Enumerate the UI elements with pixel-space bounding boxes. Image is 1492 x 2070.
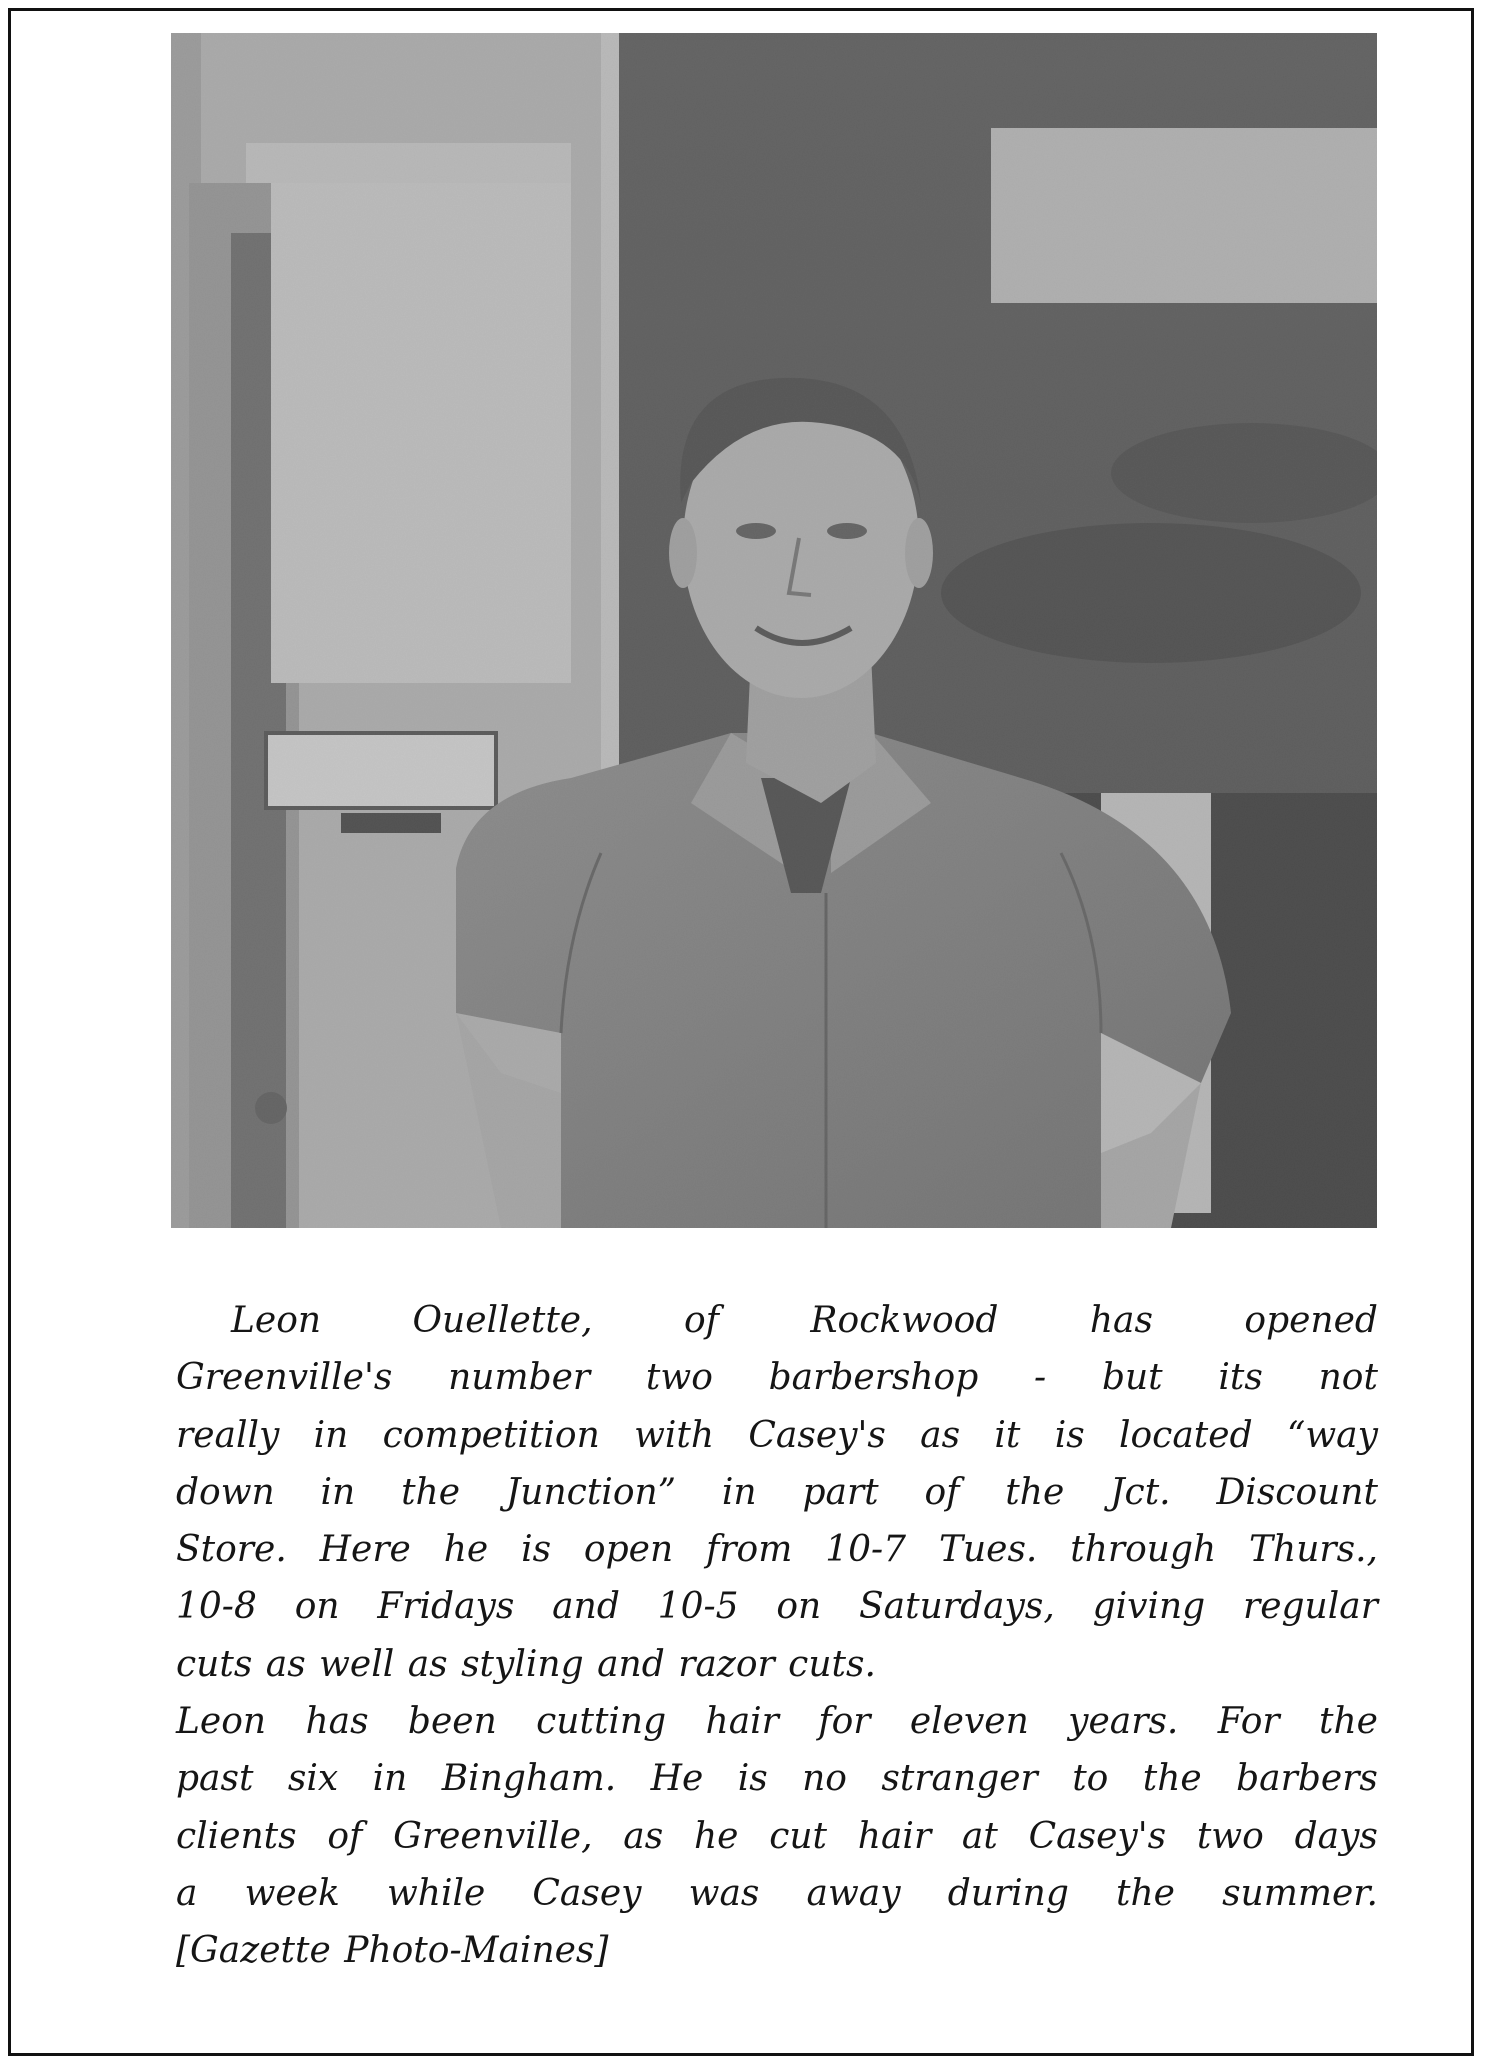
- caption-word: is: [521, 1529, 552, 1571]
- caption-word: to: [1072, 1758, 1109, 1800]
- caption-word: barbers: [1236, 1758, 1378, 1800]
- caption-line-words: [176, 1865, 1378, 1922]
- caption-word: cut: [769, 1815, 828, 1857]
- caption-line-words: [176, 1693, 1378, 1750]
- caption-word: away: [806, 1872, 901, 1914]
- caption-word: through: [1070, 1529, 1217, 1571]
- caption-line: [176, 1578, 1378, 1635]
- caption-word: of: [924, 1471, 960, 1513]
- caption-line: [176, 1521, 1378, 1578]
- caption-word: competition: [382, 1414, 600, 1456]
- caption-word: the: [1142, 1758, 1202, 1800]
- caption-word: really: [176, 1414, 280, 1456]
- caption-word: Greenville's: [176, 1357, 393, 1399]
- caption-line: [176, 1464, 1378, 1521]
- caption-word: regular: [1243, 1586, 1378, 1628]
- caption-word: 10-8: [176, 1586, 257, 1628]
- caption-line: [176, 1349, 1378, 1406]
- caption-word: from: [706, 1529, 793, 1571]
- caption-word: as: [623, 1815, 664, 1857]
- caption-word: part: [802, 1471, 879, 1513]
- caption-word: -: [1034, 1357, 1047, 1399]
- caption-word: Rockwood: [810, 1300, 999, 1341]
- caption-word: Greenville,: [393, 1815, 593, 1857]
- caption-word: He: [650, 1758, 704, 1800]
- caption-word: of: [327, 1815, 363, 1857]
- caption-word: eleven: [909, 1701, 1029, 1743]
- caption-word: week: [244, 1872, 340, 1914]
- caption-word: its: [1218, 1357, 1263, 1399]
- caption-word: For: [1217, 1701, 1280, 1743]
- caption-word: Jct.: [1110, 1471, 1171, 1513]
- caption-line-words: [176, 1349, 1378, 1406]
- caption-word: the: [401, 1471, 461, 1513]
- caption-line-words: [176, 1578, 1378, 1635]
- photo-credit: [Gazette Photo-Maines]: [176, 1930, 609, 1972]
- caption-line-words: [176, 1407, 1378, 1464]
- caption-word: 10-7: [825, 1529, 907, 1571]
- caption-word: Leon: [176, 1701, 267, 1743]
- caption-word: he: [693, 1815, 739, 1857]
- caption-word: Saturdays,: [859, 1586, 1055, 1628]
- caption-line-words: [176, 1521, 1378, 1578]
- caption-word: Here: [319, 1529, 411, 1571]
- caption-word: two: [1196, 1815, 1264, 1857]
- caption-word: number: [448, 1357, 591, 1399]
- caption-word: the: [1115, 1872, 1175, 1914]
- caption-word: has: [1089, 1300, 1153, 1341]
- caption-line-words: [176, 1808, 1378, 1865]
- caption-line: cuts as well as styling and razor cuts.: [176, 1643, 876, 1685]
- caption-word: past: [176, 1758, 254, 1800]
- caption-word: been: [407, 1701, 497, 1743]
- caption-line: [176, 1407, 1378, 1464]
- caption-word: 10-5: [657, 1586, 739, 1628]
- caption-word: stranger: [881, 1758, 1038, 1800]
- caption-line: [176, 1865, 1378, 1922]
- caption-word: barbershop: [768, 1357, 979, 1399]
- caption-word: it: [994, 1414, 1021, 1456]
- caption-line-words: [231, 1292, 1378, 1349]
- caption-word: Casey's: [1028, 1815, 1167, 1857]
- caption-word: six: [287, 1758, 339, 1800]
- caption-word: of: [683, 1300, 719, 1341]
- caption-line: [176, 1750, 1378, 1807]
- caption-word: Thurs.,: [1249, 1529, 1378, 1571]
- caption-word: is: [737, 1758, 768, 1800]
- caption-word: Junction”: [505, 1471, 677, 1513]
- caption-word: down: [176, 1471, 275, 1513]
- caption-word: Discount: [1216, 1471, 1378, 1513]
- caption-word: hair: [705, 1701, 779, 1743]
- caption-line: [176, 1808, 1378, 1865]
- caption-word: in: [372, 1758, 408, 1800]
- photo-caption: [176, 1292, 1378, 1980]
- caption-word: no: [802, 1758, 847, 1800]
- caption-word: and: [552, 1586, 620, 1628]
- caption-line: [176, 1693, 1378, 1750]
- caption-word: Bingham.: [441, 1758, 617, 1800]
- caption-word: during: [947, 1872, 1069, 1914]
- caption-word: clients: [176, 1815, 297, 1857]
- caption-word: with: [634, 1414, 715, 1456]
- caption-word: giving: [1092, 1586, 1206, 1628]
- caption-word: two: [645, 1357, 713, 1399]
- portrait-illustration: [171, 33, 1377, 1228]
- caption-word: the: [1319, 1701, 1378, 1743]
- caption-word: was: [688, 1872, 760, 1914]
- caption-word: is: [1054, 1414, 1085, 1456]
- caption-word: for: [818, 1701, 871, 1743]
- caption-word: he: [443, 1529, 489, 1571]
- caption-word: on: [776, 1586, 822, 1628]
- caption-word: a: [176, 1872, 198, 1914]
- caption-word: at: [961, 1815, 998, 1857]
- caption-line-words: [176, 1464, 1378, 1521]
- caption-word: in: [320, 1471, 356, 1513]
- caption-line-words: [176, 1750, 1378, 1807]
- caption-word: Casey: [532, 1872, 642, 1914]
- caption-word: Tues.: [938, 1529, 1038, 1571]
- caption-word: Casey's: [748, 1414, 886, 1456]
- caption-word: not: [1318, 1357, 1378, 1399]
- caption-word: has: [305, 1701, 369, 1743]
- caption-word: but: [1101, 1357, 1163, 1399]
- caption-word: in: [721, 1471, 757, 1513]
- caption-word: located: [1118, 1414, 1253, 1456]
- caption-word: in: [313, 1414, 349, 1456]
- caption-word: cutting: [536, 1701, 667, 1743]
- caption-word: Store.: [176, 1529, 287, 1571]
- caption-word: Fridays: [377, 1586, 515, 1628]
- caption-word: open: [583, 1529, 674, 1571]
- caption-word: as: [920, 1414, 961, 1456]
- caption-word: on: [294, 1586, 340, 1628]
- caption-word: the: [1005, 1471, 1065, 1513]
- caption-word: opened: [1244, 1300, 1378, 1341]
- caption-word: hair: [857, 1815, 932, 1857]
- caption-line: [176, 1292, 1378, 1349]
- caption-word: Leon: [231, 1300, 322, 1341]
- caption-word: while: [386, 1872, 486, 1914]
- caption-word: “way: [1286, 1414, 1378, 1456]
- news-photo: [171, 33, 1377, 1228]
- caption-word: summer.: [1222, 1872, 1378, 1914]
- caption-word: years.: [1068, 1701, 1179, 1743]
- caption-word: Ouellette,: [412, 1300, 593, 1341]
- caption-word: days: [1294, 1815, 1378, 1857]
